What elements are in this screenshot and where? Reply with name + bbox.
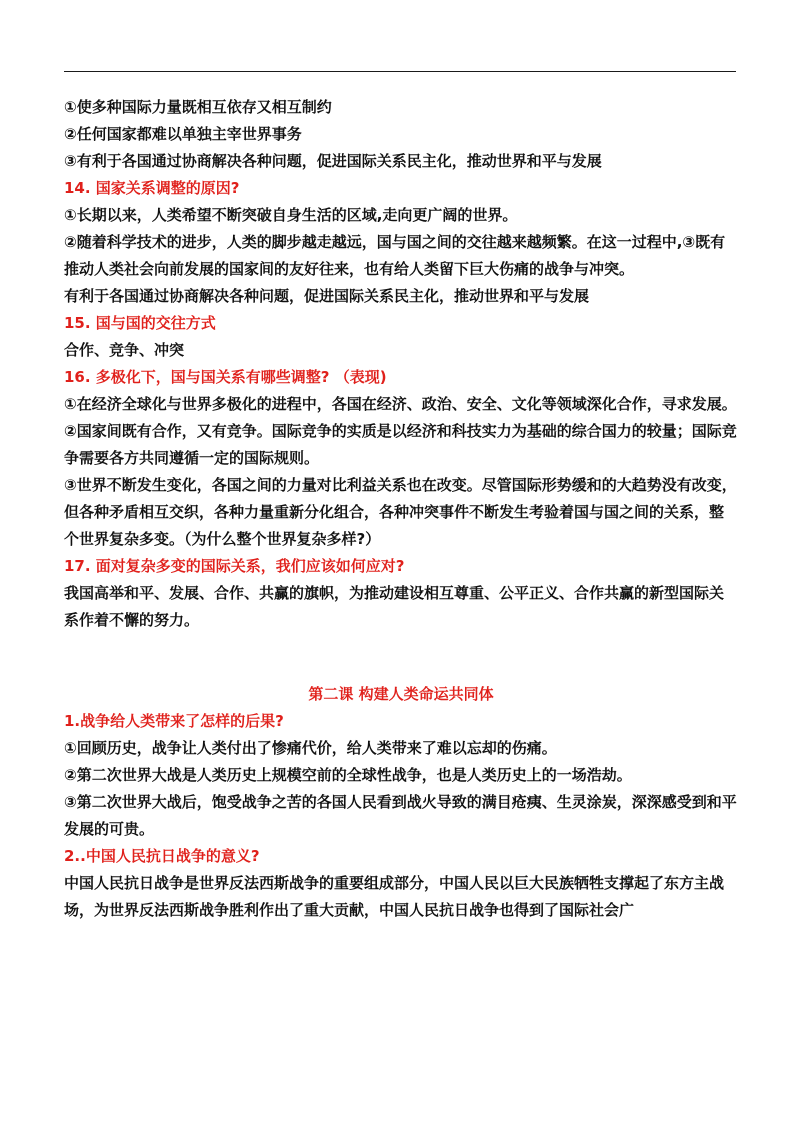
paragraph: 有利于各国通过协商解决各种问题，促进国际关系民主化，推动世界和平与发展 xyxy=(64,287,590,305)
question-heading: 15. 国与国的交往方式 xyxy=(64,314,216,332)
header-rule xyxy=(64,71,736,72)
paragraph: ③第二次世界大战后，饱受战争之苦的各国人民看到战火导致的满目疮痍、生灵涂炭，深深感受到和平发展的可贵。 xyxy=(64,793,737,838)
lesson-title: 第二课 构建人类命运共同体 xyxy=(308,685,494,703)
paragraph: ①使多种国际力量既相互依存又相互制约 xyxy=(64,98,332,116)
question-heading: 2..中国人民抗日战争的意义? xyxy=(64,847,260,865)
question-16 xyxy=(64,364,738,553)
paragraph: ②任何国家都难以单独主宰世界事务 xyxy=(64,125,302,143)
paragraph: ②随着科学技术的进步，人类的脚步越走越远，国与国之间的交往越来越频繁。在这一过程中,③既有推动人类社会向前发展的国家间的友好往来，也有给人类留下巨大伤痛的战争与冲突。 xyxy=(64,233,726,278)
paragraph: ①在经济全球化与世界多极化的进程中，各国在经济、政治、安全、文化等领域深化合作，寻求发展。 xyxy=(64,395,737,413)
paragraph: ②第二次世界大战是人类历史上规模空前的全球性战争，也是人类历史上的一场浩劫。 xyxy=(64,766,632,784)
paragraph: 合作、竞争、冲突 xyxy=(64,341,185,359)
document-body xyxy=(64,94,738,924)
section-continued xyxy=(64,94,738,175)
paragraph: ③世界不断发生变化，各国之间的力量对比利益关系也在改变。尽管国际形势缓和的大趋势没有改变，但各种矛盾相互交织，各种力量重新分化组合，各种冲突事件不断发生考验着国与国之间的关系，整个世界复杂多变。（为什么整个世界复杂多样?） xyxy=(64,476,737,548)
question-heading: 16. 多极化下，国与国关系有哪些调整? （表现) xyxy=(64,368,387,386)
question-heading: 17. 面对复杂多变的国际关系，我们应该如何应对? xyxy=(64,557,405,575)
paragraph: ②国家间既有合作，又有竞争。国际竞争的实质是以经济和科技实力为基础的综合国力的较量；国际竞争需要各方共同遵循一定的国际规则。 xyxy=(64,422,737,467)
question-15 xyxy=(64,310,738,364)
question-14 xyxy=(64,175,738,310)
question-heading: 14. 国家关系调整的原因? xyxy=(64,179,240,197)
paragraph: 中国人民抗日战争是世界反法西斯战争的重要组成部分，中国人民以巨大民族牺牲支撑起了东方主战场，为世界反法西斯战争胜利作出了重大贡献，中国人民抗日战争也得到了国际社会广 xyxy=(64,874,725,919)
paragraph: ①回顾历史，战争让人类付出了惨痛代价，给人类带来了难以忘却的伤痛。 xyxy=(64,739,557,757)
lesson2-question-1 xyxy=(64,708,738,843)
lesson2-question-2 xyxy=(64,843,738,924)
question-heading: 1.战争给人类带来了怎样的后果? xyxy=(64,712,284,730)
section-spacer xyxy=(64,634,738,681)
paragraph: ①长期以来，人类希望不断突破自身生活的区域,走向更广阔的世界。 xyxy=(64,206,518,224)
question-17 xyxy=(64,553,738,634)
paragraph: 我国高举和平、发展、合作、共赢的旗帜，为推动建设相互尊重、公平正义、合作共赢的新型国际关系作着不懈的努力。 xyxy=(64,584,725,629)
paragraph: ③有利于各国通过协商解决各种问题，促进国际关系民主化，推动世界和平与发展 xyxy=(64,152,602,170)
